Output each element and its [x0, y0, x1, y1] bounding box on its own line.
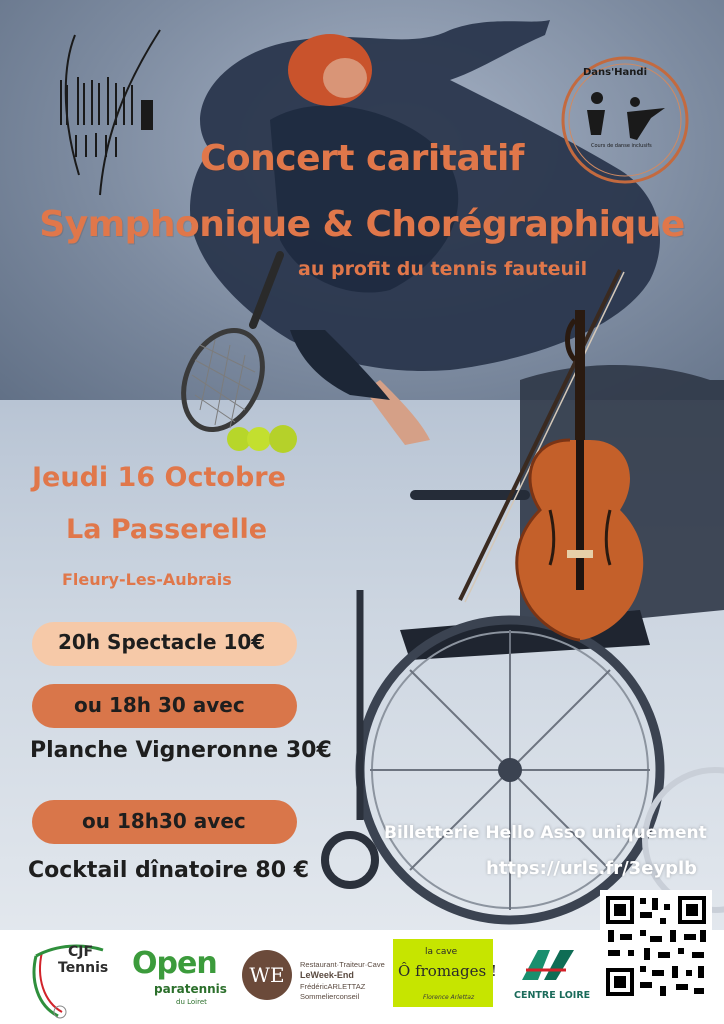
- headline-line-2: Symphonique & Chorégraphique: [39, 204, 685, 245]
- cave-o-fromages-logo: [393, 939, 497, 1007]
- weekend-logo-mark: WE: [242, 950, 292, 1000]
- offer-planche-time: ou 18h 30 avec: [74, 693, 245, 717]
- cave-signature: Florence Arlettaz: [423, 994, 475, 1001]
- violin-illustration: [430, 250, 660, 650]
- tennis-balls-icon: [225, 422, 305, 456]
- weekend-line-4: Sommelierconseil: [300, 992, 360, 1001]
- headline-line-1: Concert caritatif: [200, 138, 524, 179]
- offer-planche: Planche Vigneronne 30€: [30, 738, 332, 763]
- open-paratennis-wordmark: Open: [132, 946, 217, 981]
- headline-subtitle: au profit du tennis fauteuil: [298, 258, 588, 280]
- open-paratennis-sub: paratennis: [154, 982, 227, 996]
- credit-agricole-label: CENTRE LOIRE: [514, 990, 591, 1001]
- credit-agricole-logo: [516, 944, 580, 984]
- event-venue: La Passerelle: [66, 514, 268, 545]
- offer-spectacle: 20h Spectacle 10€: [58, 630, 266, 654]
- weekend-line-2: LeWeek-End: [300, 970, 354, 980]
- weekend-line-1: Restaurant·Traiteur·Cave: [300, 960, 385, 969]
- weekend-line-3: FrédéricARLETTAZ: [300, 982, 366, 991]
- qr-code-icon: [600, 890, 712, 1002]
- ticketing-label: Billetterie Hello Asso uniquement: [384, 823, 707, 843]
- ticketing-url[interactable]: https://urls.fr/3eyplb: [486, 858, 698, 879]
- offer-cocktail-time: ou 18h30 avec: [82, 809, 246, 833]
- cjf-tennis-label: Tennis: [58, 960, 109, 976]
- cave-small-label: la cave: [425, 947, 458, 957]
- event-city: Fleury-Les-Aubrais: [62, 570, 232, 589]
- open-paratennis-region: du Loiret: [176, 998, 207, 1006]
- dans-handi-subtitle: Cours de danse inclusifs: [591, 143, 652, 149]
- tennis-racket-icon: [175, 250, 295, 440]
- dans-handi-title: Dans'Handi: [583, 67, 648, 78]
- ticketing-qr-code[interactable]: [600, 890, 712, 1002]
- cave-big-label: Ô fromages !: [398, 962, 497, 980]
- offer-cocktail: Cocktail dînatoire 80 €: [28, 858, 310, 883]
- cjf-label: CJF: [68, 944, 94, 960]
- event-date: Jeudi 16 Octobre: [32, 462, 286, 493]
